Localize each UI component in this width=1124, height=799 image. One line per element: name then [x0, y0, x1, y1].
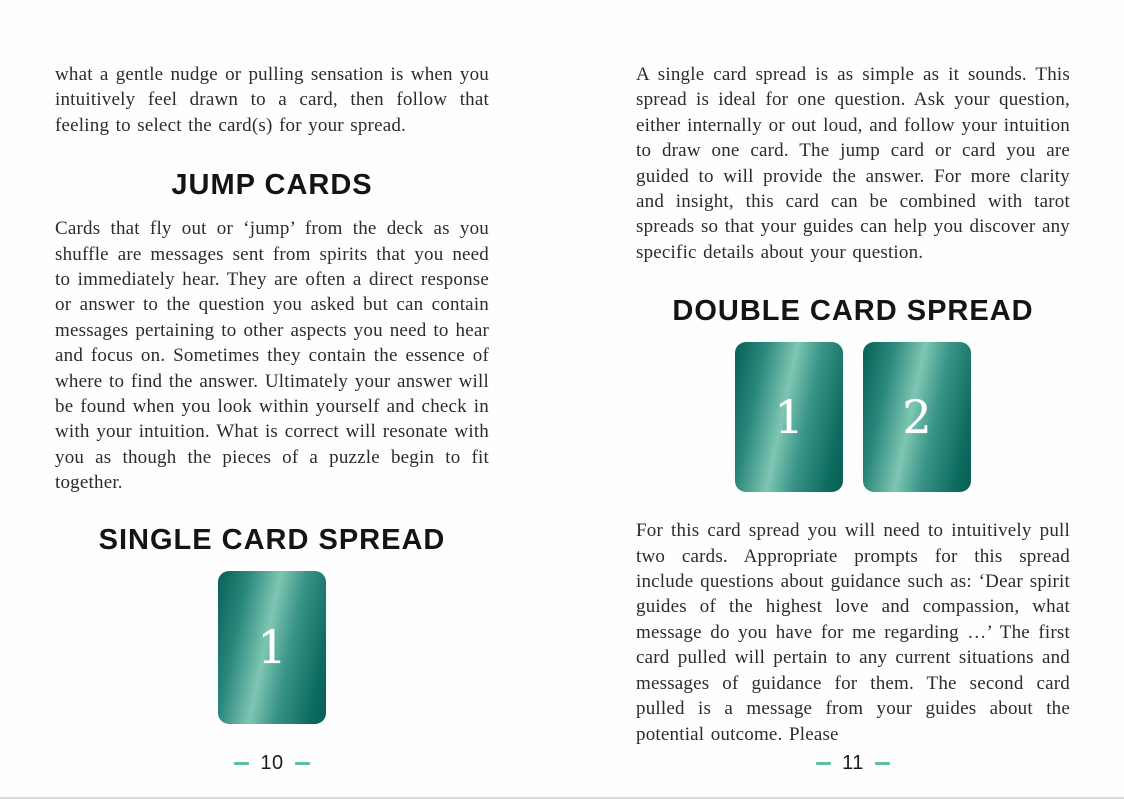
single-card-spread-heading: SINGLE CARD SPREAD — [98, 523, 446, 556]
page-dash-icon — [875, 762, 890, 765]
double-spread-paragraph: For this card spread you will need to intuitively pull two cards. Appropriate prompts for this spread include questions about guidance such as: ‘Dear spirit guides of the highest love and compassion, what message do you have for me regarding …’ The first card pulled will pertain to any current situations and messages of guidance for them. The second card pulled is a message from your guides about the potential outcome. Please — [636, 520, 1070, 745]
single-spread-paragraph: A single card spread is as simple as it sounds. This spread is ideal for one question. Ask your question, either internally or out loud, and follow your intuition to draw one card. The jump card or card you are guided to will provide the answer. For more clarity and insight, this card can be combined with tarot spreads so that your guides can help you discover any specific details about your question. — [636, 64, 1070, 263]
page-right — [636, 62, 1070, 747]
single-card-row — [55, 571, 489, 724]
tarot-card-back-1 — [218, 571, 326, 724]
card-number-label: 1 — [774, 390, 804, 445]
page-number-label: 11 — [842, 752, 864, 774]
page-dash-icon — [816, 762, 831, 765]
jump-cards-paragraph: Cards that fly out or ‘jump’ from the deck as you shuffle are messages sent from spirits that you need to immediately hear. They are often a direct response or answer to the question you asked but can contain messages pertaining to other aspects you need to hear and focus on. Sometimes they contain the essence of where to find the answer. Ultimately your answer will be found when you look within yourself and check in with your intuition. What is correct will resonate with you as though the pieces of a puzzle begin to fit together. — [55, 218, 489, 494]
page-number-label: 10 — [260, 752, 284, 774]
page-number-left — [55, 752, 489, 775]
page-dash-icon — [234, 762, 249, 765]
tarot-card-back-2 — [863, 342, 971, 492]
intro-paragraph: what a gentle nudge or pulling sensation is when you intuitively feel drawn to a card, then follow that feeling to select the card(s) for your spread. — [55, 64, 489, 136]
double-card-row — [636, 342, 1070, 492]
page-number-right — [636, 752, 1070, 775]
tarot-card-back-1 — [735, 342, 843, 492]
card-number-label: 2 — [902, 390, 932, 445]
jump-cards-heading: JUMP CARDS — [171, 169, 373, 202]
page-left — [55, 62, 489, 724]
double-card-spread-heading: DOUBLE CARD SPREAD — [672, 295, 1034, 328]
page-dash-icon — [295, 762, 310, 765]
card-number-label: 1 — [257, 620, 287, 675]
